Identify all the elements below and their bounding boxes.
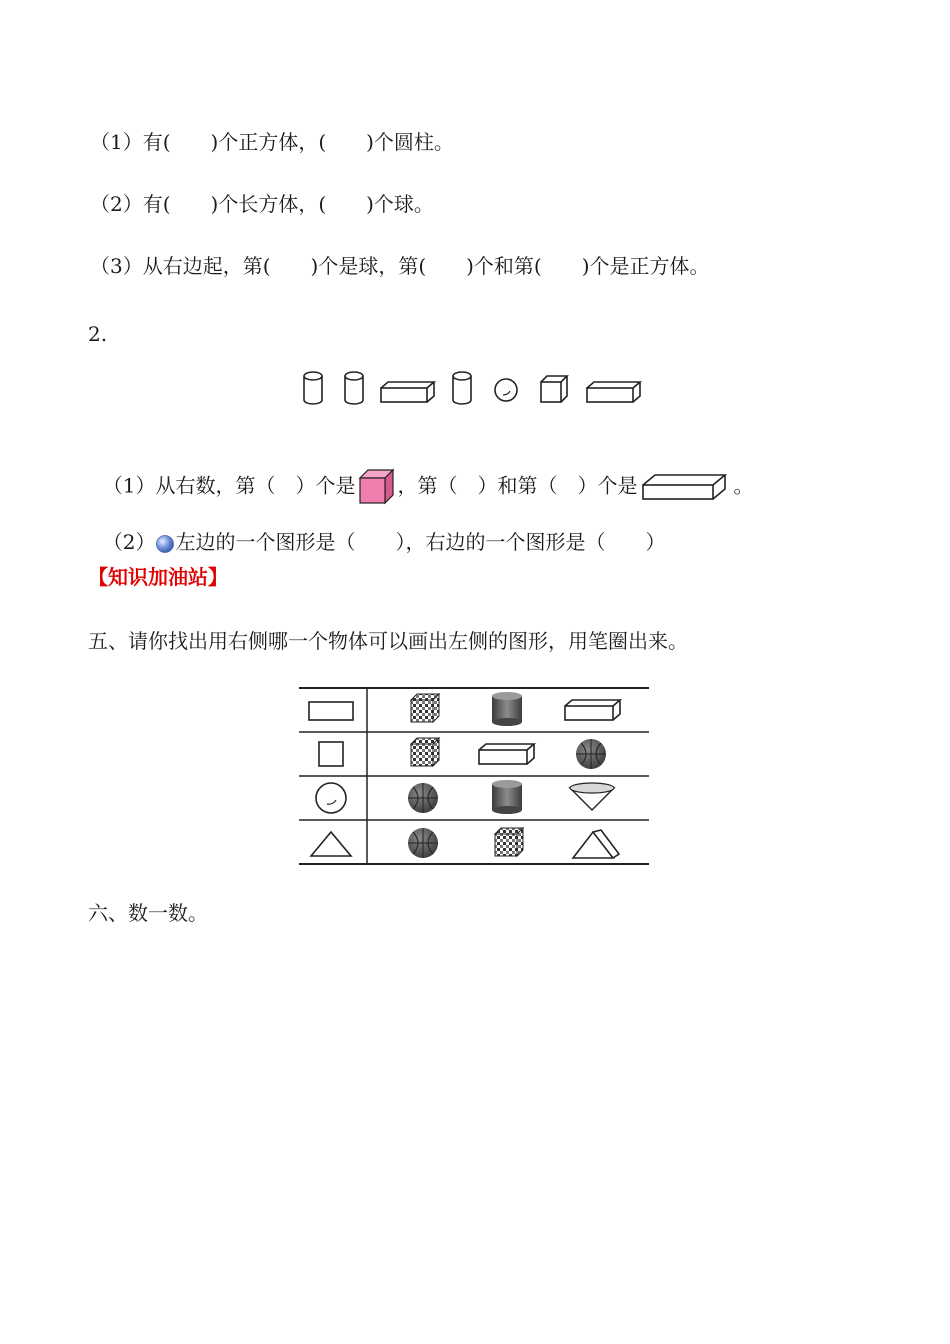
blue-ball-icon: [155, 534, 175, 554]
cone-icon: [570, 783, 614, 810]
q2-line-1-part-a: （1）从右数，第（ ）个是: [102, 473, 356, 498]
basketball-icon: [408, 783, 438, 813]
cylinder-icon: [304, 372, 322, 404]
q2-line-2-part-a: （2）: [102, 530, 156, 554]
matching-table: [299, 686, 651, 866]
cuboid-box-icon: [479, 744, 534, 764]
rubik-cube-icon: [411, 694, 439, 722]
triangular-prism-icon: [573, 830, 619, 858]
cylinder-icon: [345, 372, 363, 404]
q2-line-1: [90, 440, 753, 506]
q1-line-2: （2）有( )个长方体，( )个球。: [90, 192, 434, 216]
rectangle-shape: [309, 702, 353, 720]
square-shape: [319, 742, 343, 766]
cuboid-icon: [587, 382, 640, 402]
question-number-2: 2.: [88, 322, 108, 346]
rubik-cube-icon: [411, 738, 439, 766]
knowledge-heading: 【知识加油站】: [88, 565, 228, 589]
q2-line-1-part-c: 。: [733, 473, 754, 498]
q1-line-1: （1）有( )个正方体，( )个圆柱。: [90, 130, 454, 154]
cylinder-icon: [453, 372, 471, 404]
circle-shape: [316, 783, 346, 813]
cylinder-can-icon: [492, 692, 522, 726]
sphere-icon: [495, 379, 517, 401]
section-6-title: 六、数一数。: [88, 901, 208, 925]
cuboid-icon: [641, 471, 729, 503]
cuboid-box-icon: [565, 700, 620, 720]
cube-icon: [541, 376, 567, 402]
q1-line-3: （3）从右边起，第( )个是球，第( )个和第( )个是正方体。: [90, 254, 710, 278]
cylinder-can-icon: [492, 780, 522, 814]
rubik-cube-icon: [495, 828, 523, 856]
q2-line-2: [90, 500, 665, 556]
basketball-icon: [408, 828, 438, 858]
cuboid-icon: [381, 382, 434, 402]
section-5-title: 五、请你找出用右侧哪一个物体可以画出左侧的图形，用笔圈出来。: [88, 629, 688, 653]
basketball-icon: [576, 739, 606, 769]
shape-row: [300, 368, 660, 408]
q2-line-2-part-b: 左边的一个图形是（ ），右边的一个图形是（ ）: [175, 530, 666, 554]
q2-line-1-part-b: ，第（ ）和第（ ）个是: [397, 473, 638, 498]
triangle-shape: [311, 832, 351, 856]
